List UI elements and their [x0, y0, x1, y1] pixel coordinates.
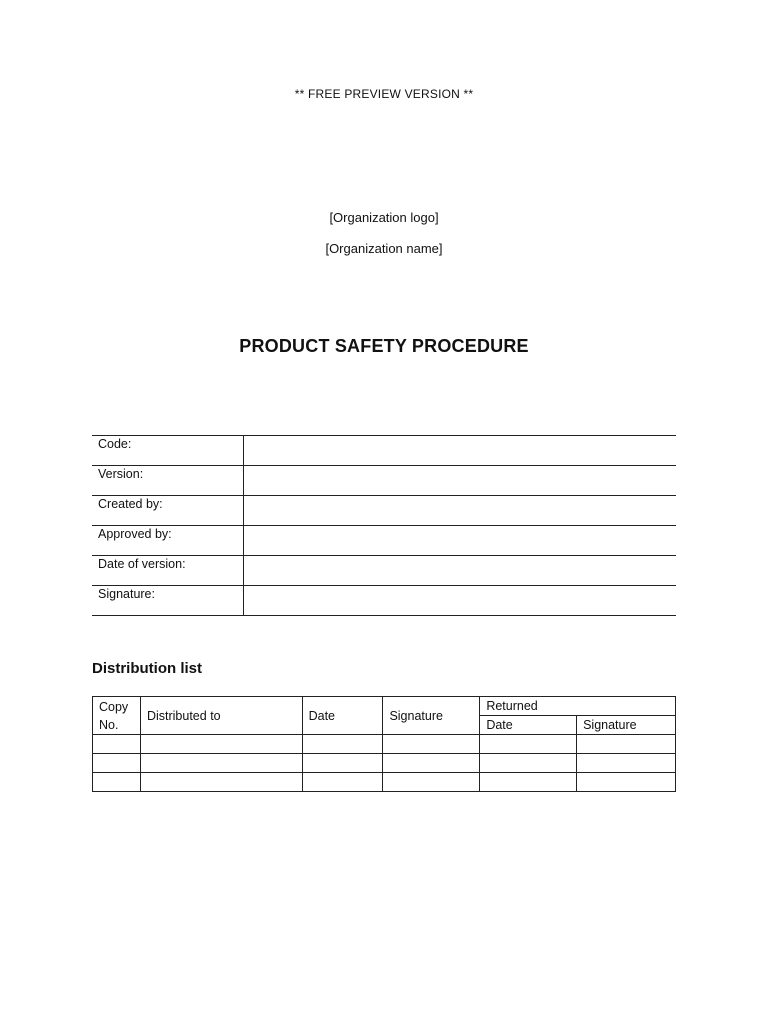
distribution-list-table: [92, 696, 676, 792]
column-header-returned: Returned: [480, 697, 676, 716]
copy-no-line1: Copy: [99, 700, 129, 714]
field-label-created-by: Created by:: [92, 496, 243, 526]
organization-name-placeholder: [Organization name]: [325, 241, 443, 256]
column-header-signature: Signature: [383, 697, 480, 735]
cell-date[interactable]: [302, 754, 383, 773]
table-header-row: [93, 697, 676, 716]
cell-distributed-to[interactable]: [140, 773, 302, 792]
field-label-version: Version:: [92, 466, 243, 496]
field-value-created-by[interactable]: [243, 496, 676, 526]
table-row: [93, 754, 676, 773]
cell-date[interactable]: [302, 735, 383, 754]
table-row: [92, 496, 676, 526]
table-row: [92, 436, 676, 466]
field-value-signature[interactable]: [243, 586, 676, 616]
column-header-returned-signature: Signature: [577, 716, 676, 735]
column-header-copy-no: [93, 697, 141, 735]
document-title: PRODUCT SAFETY PROCEDURE: [239, 336, 529, 356]
cell-returned-signature[interactable]: [577, 773, 676, 792]
table-row: [92, 526, 676, 556]
cell-signature[interactable]: [383, 754, 480, 773]
cell-returned-date[interactable]: [480, 754, 577, 773]
column-header-date: Date: [302, 697, 383, 735]
cell-copy-no[interactable]: [93, 735, 141, 754]
copy-no-line2: No.: [99, 718, 119, 732]
cell-signature[interactable]: [383, 773, 480, 792]
field-value-approved-by[interactable]: [243, 526, 676, 556]
table-row: [92, 586, 676, 616]
field-label-date-of-version: Date of version:: [92, 556, 243, 586]
table-row: [93, 735, 676, 754]
table-row: [92, 466, 676, 496]
organization-logo-placeholder: [Organization logo]: [329, 210, 439, 225]
field-label-code: Code:: [92, 436, 243, 466]
document-control-table: [92, 435, 676, 616]
field-label-approved-by: Approved by:: [92, 526, 243, 556]
cell-returned-date[interactable]: [480, 773, 577, 792]
column-header-returned-date: Date: [480, 716, 577, 735]
column-header-distributed-to: Distributed to: [140, 697, 302, 735]
preview-banner: ** FREE PREVIEW VERSION **: [294, 87, 474, 101]
cell-returned-signature[interactable]: [577, 754, 676, 773]
field-value-code[interactable]: [243, 436, 676, 466]
cell-returned-date[interactable]: [480, 735, 577, 754]
field-label-signature: Signature:: [92, 586, 243, 616]
cell-copy-no[interactable]: [93, 754, 141, 773]
table-row: [93, 773, 676, 792]
cell-distributed-to[interactable]: [140, 735, 302, 754]
field-value-date-of-version[interactable]: [243, 556, 676, 586]
field-value-version[interactable]: [243, 466, 676, 496]
cell-copy-no[interactable]: [93, 773, 141, 792]
cell-returned-signature[interactable]: [577, 735, 676, 754]
cell-distributed-to[interactable]: [140, 754, 302, 773]
cell-date[interactable]: [302, 773, 383, 792]
cell-signature[interactable]: [383, 735, 480, 754]
distribution-list-heading: Distribution list: [92, 660, 202, 677]
table-row: [92, 556, 676, 586]
